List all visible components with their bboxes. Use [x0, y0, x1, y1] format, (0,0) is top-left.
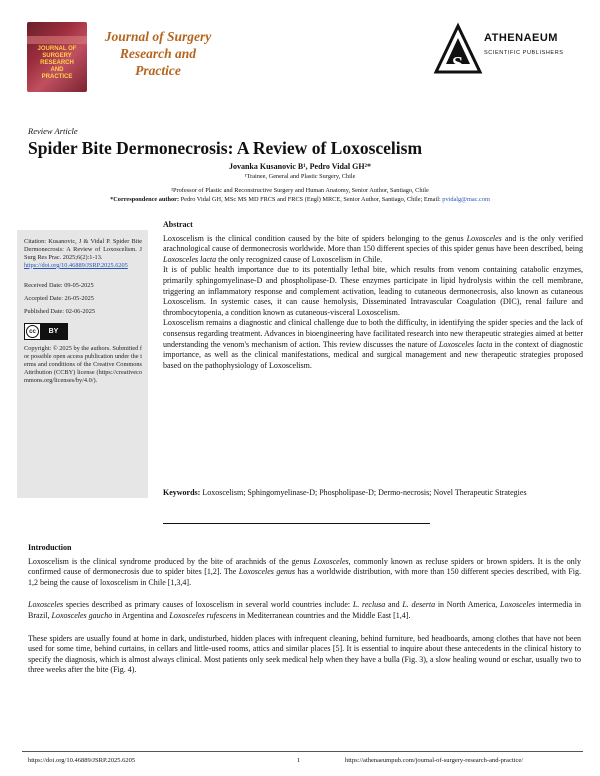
species-name: Loxosceles lacta — [438, 339, 493, 349]
text: the only recognized cause of Loxoscelism in Chile. — [216, 254, 383, 264]
text: Loxoscelism is the clinical syndrome produced by the bite of arachnids of the genus — [28, 556, 314, 566]
received-date: Received Date: 09-05-2025 — [24, 281, 94, 289]
journal-title-line: Practice — [135, 63, 181, 78]
text: and is the only verified arachnological cause of dermonecrosis worldwide. More than 150 different species of this spider genus have been described, being — [163, 233, 583, 254]
cc-by-label: BY — [40, 324, 67, 339]
journal-title — [93, 28, 223, 79]
journal-title-line: Research and — [119, 46, 197, 61]
publisher-mark: S — [452, 53, 464, 75]
divider — [163, 523, 430, 524]
article-info-sidebar — [17, 230, 148, 498]
species-name: L. deserta — [402, 600, 436, 610]
body-paragraph — [28, 600, 581, 621]
correspondence-label: *Correspondence author: — [110, 196, 180, 203]
logo-line: RESEARCH — [40, 60, 74, 66]
logo-line: PRACTICE — [41, 74, 73, 80]
text: Loxoscelism remains a diagnostic and clinical challenge due to both the difficulty, in identifying the spider species and the lack of consensus regarding treatment. Advances in bioengineering have facilitated research into new therapeutic strategies aimed at better understanding the venom's mechanism of action. This review discusses the nature of — [163, 318, 583, 349]
text: , commonly known as recluse spiders or brown spiders. It is the only confirmed cause of dermonecrosis due to spider bites [1,2]. The — [28, 556, 581, 577]
abstract-heading: Abstract — [163, 220, 193, 229]
genus-name: Loxosceles — [28, 600, 64, 610]
species-name: Loxosceles lacta — [163, 254, 217, 264]
affiliation-2: ²Professor of Plastic and Reconstructive Surgery and Human Anatomy, Senior Author, Santiago, Chile — [171, 187, 429, 194]
text: in Argentina and — [112, 610, 170, 620]
correspondence — [0, 196, 600, 203]
text: Loxoscelism is the clinical condition caused by the bite of spiders belonging to the genus — [163, 233, 467, 243]
publisher-subtitle: SCIENTIFIC PUBLISHERS — [484, 50, 564, 56]
citation-doi-link[interactable]: https://doi.org/10.46889/JSRP.2025.6205 — [24, 261, 128, 269]
abstract-paragraph — [163, 318, 583, 371]
text: in the context of diagnostic importance, as well as the clinical manifestations, medical and surgical management and new therapeutic strategies proposed based on the pathophysiology of Loxoscelism. — [163, 339, 583, 370]
text: in Mediterranean countries and the Middle East [1,4]. — [236, 610, 411, 620]
affiliation-1: ¹Trainee, General and Plastic Surgery, Chile — [244, 173, 356, 180]
footer-journal-link[interactable]: https://athenaeumpub.com/journal-of-surgery-research-and-practice/ — [345, 757, 524, 764]
journal-logo — [27, 22, 87, 92]
page-number: 1 — [297, 757, 301, 764]
text: has a worldwide distribution, with more than 150 different species described, with Fig. 1,2 being the cause of loxoscelism in Chile [1,3,4]. — [28, 567, 582, 587]
authors: Jovanka Kusanovic B¹, Pedro Vidal GH²* — [228, 162, 371, 171]
publisher-logo-icon — [432, 20, 582, 75]
logo-line: AND — [50, 67, 64, 73]
article-title: Spider Bite Dermonecrosis: A Review of Loxoscelism — [28, 138, 423, 158]
text: species described as primary causes of loxoscelism in several world countries include: — [63, 600, 353, 610]
copyright: Copyright: © 2025 by the authors. Submitted for possible open access publication under the terms and conditions of the Creative Commons Attribution (CCBY) license (https://creativecommons.org/licenses/by/4.0/). — [24, 345, 142, 384]
citation: Citation: Kusanovic, J & Vidal P. Spider Bite Dermonecrosis: A Review of Loxoscelism. J Surg Res Prac. 2025;6(2):1-13. — [24, 238, 142, 261]
species-name: L. reclusa — [352, 600, 386, 610]
keywords-text: Loxoscelism; Sphingomyelinase-D; Phospholipase-D; Dermo-necrosis; Novel Therapeutic Strategies — [200, 488, 527, 497]
journal-title-line: Journal of Surgery — [104, 29, 212, 44]
cc-by-license-icon[interactable] — [24, 323, 68, 340]
publisher-name: ATHENAEUM — [484, 32, 558, 44]
species-name: Loxosceles gaucho — [51, 610, 113, 620]
logo-line: JOURNAL OF — [37, 46, 77, 52]
footer-doi-link[interactable]: https://doi.org/10.46889/JSRP.2025.6205 — [28, 757, 136, 764]
correspondence-email[interactable]: pvidalg@mac.com — [442, 196, 490, 203]
cc-symbol: cc — [26, 325, 39, 338]
genus-name: Loxosceles genus — [238, 567, 296, 577]
text: intermedia in Brazil, — [28, 600, 582, 620]
dates — [24, 282, 142, 317]
footer-divider — [22, 751, 583, 752]
genus-name: Loxosceles — [466, 233, 502, 243]
abstract-paragraph — [163, 234, 583, 266]
keywords — [163, 488, 583, 499]
text: and — [385, 600, 403, 610]
published-date: Published Date: 02-06-2025 — [24, 308, 96, 316]
abstract-paragraph: It is of public health importance due to its potentially lethal bite, which results from venom containing catabolic enzymes, primarily sphingomyelinase-D and phospholipase-D. These enzymes participate in lipid hydrolysis within the cell membrane, triggering an inflammatory response and complement activation, leading to cutaneous dermonecrosis, also known as cutaneous Loxoscelism. In systemic cases, it can cause hemolysis, Disseminated Intravascular Coagulation (DIC), renal failure and thrombocytopenia, a condition known as cutaneous-visceral Loxoscelism. — [163, 265, 583, 317]
keywords-label: Keywords: — [163, 488, 201, 497]
article-type: Review Article — [28, 126, 78, 136]
accepted-date: Accepted Date: 26-05-2025 — [24, 295, 94, 303]
genus-name: Loxosceles — [313, 556, 349, 566]
text: in North America, — [435, 600, 501, 610]
body-paragraph: These spiders are usually found at home in dark, undisturbed, hidden places with infrequent cleaning, behind furniture, bed headboards, among clothes that have not been used for some time, behind curtains, in cellars and little-used rooms, attics and similar places [5]. It is essential to inquire about these antecedents in the clinical history to specify the diagnosis, which is almost always clinical. Most patients only seek medical help when they have a bulla (Fig. 3), a slow healing wound or eschar, usually two to three weeks after the bite (Fig. 4). — [28, 633, 581, 675]
logo-line: SURGERY — [42, 53, 72, 59]
introduction-section — [28, 543, 581, 688]
genus-name: Loxosceles — [500, 600, 536, 610]
abstract — [163, 220, 583, 371]
body-paragraph — [28, 557, 581, 589]
correspondence-text: Pedro Vidal GH, MSc MS MD FRCS and FRCS (Engl) MRCE, Senior Author, Santiago, Chile; Email: — [179, 196, 443, 203]
introduction-heading: Introduction — [28, 543, 72, 552]
species-name: Loxosceles rufescens — [169, 610, 237, 620]
